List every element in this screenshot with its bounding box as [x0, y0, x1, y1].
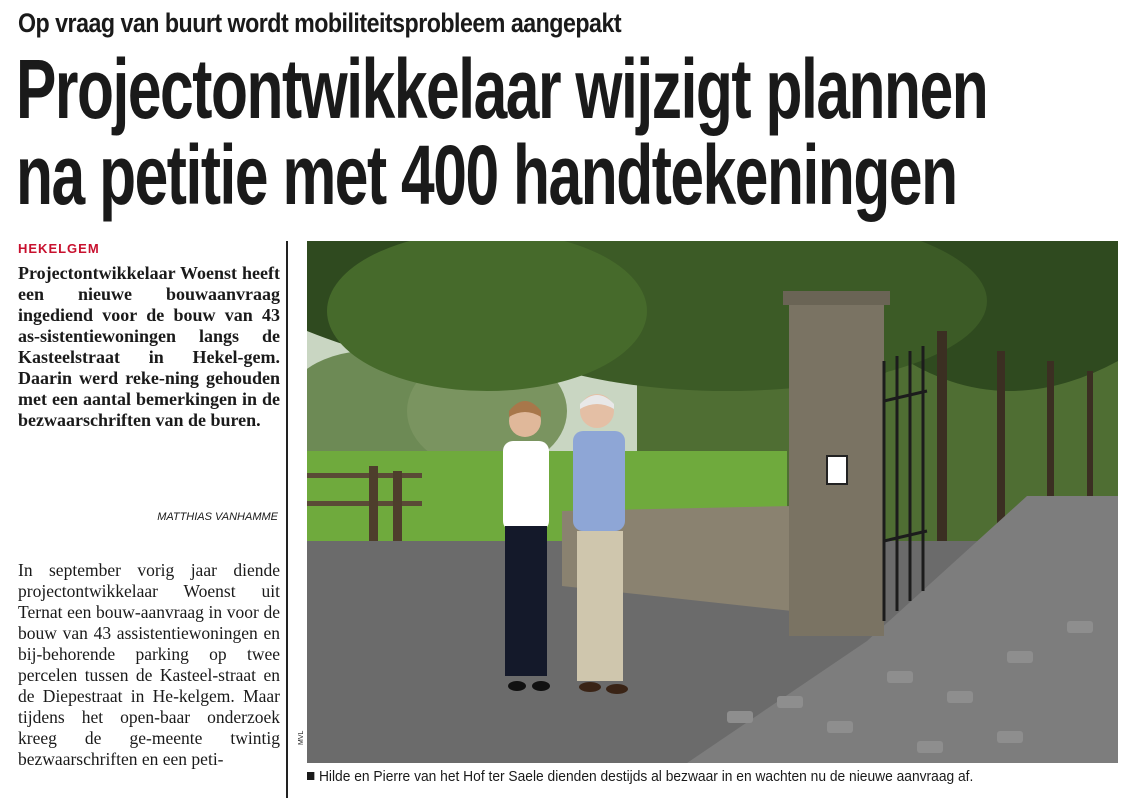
article-photo — [307, 241, 1118, 763]
article-byline: MATTHIAS VANHAMME — [157, 511, 278, 523]
caption-bullet-icon — [307, 772, 314, 780]
column-divider — [286, 241, 288, 798]
headline-line-2: na petitie met 400 handtekeningen — [16, 128, 957, 222]
photo-credit: MVL — [298, 730, 305, 745]
headline-line-1: Projectontwikkelaar wijzigt plannen — [16, 42, 988, 136]
caption-text: Hilde en Pierre van het Hof ter Saele dienden destijds al bezwaar in en wachten nu de nieuwe aanvraag af. — [318, 768, 974, 785]
article-kicker: Op vraag van buurt wordt mobiliteitsprobleem aangepakt — [18, 8, 622, 38]
article-dateline: HEKELGEM — [18, 241, 100, 256]
article-headline — [16, 42, 988, 222]
photo-caption — [307, 768, 1061, 785]
article-body: In september vorig jaar diende projectontwikkelaar Woenst uit Ternat een bouw-aanvraag in voor de bouw van 43 assistentiewoningen en bij-behorende parking op twee percelen tussen de Kasteel-straat en de Diepestraat in He-kelgem. Maar tijdens het open-baar onderzoek kreeg de ge-meente twintig bezwaarschriften en een peti- — [18, 560, 280, 769]
article-lead: Projectontwikkelaar Woenst heeft een nieuwe bouwaanvraag ingediend voor de bouw van 43 as-sistentiewoningen langs de Kasteelstraat in Hekel-gem. Daarin werd reke-ning gehouden met een aantal bemerkingen in de bezwaarschriften van de buren. — [18, 263, 280, 430]
photo-illustration — [307, 241, 1118, 763]
